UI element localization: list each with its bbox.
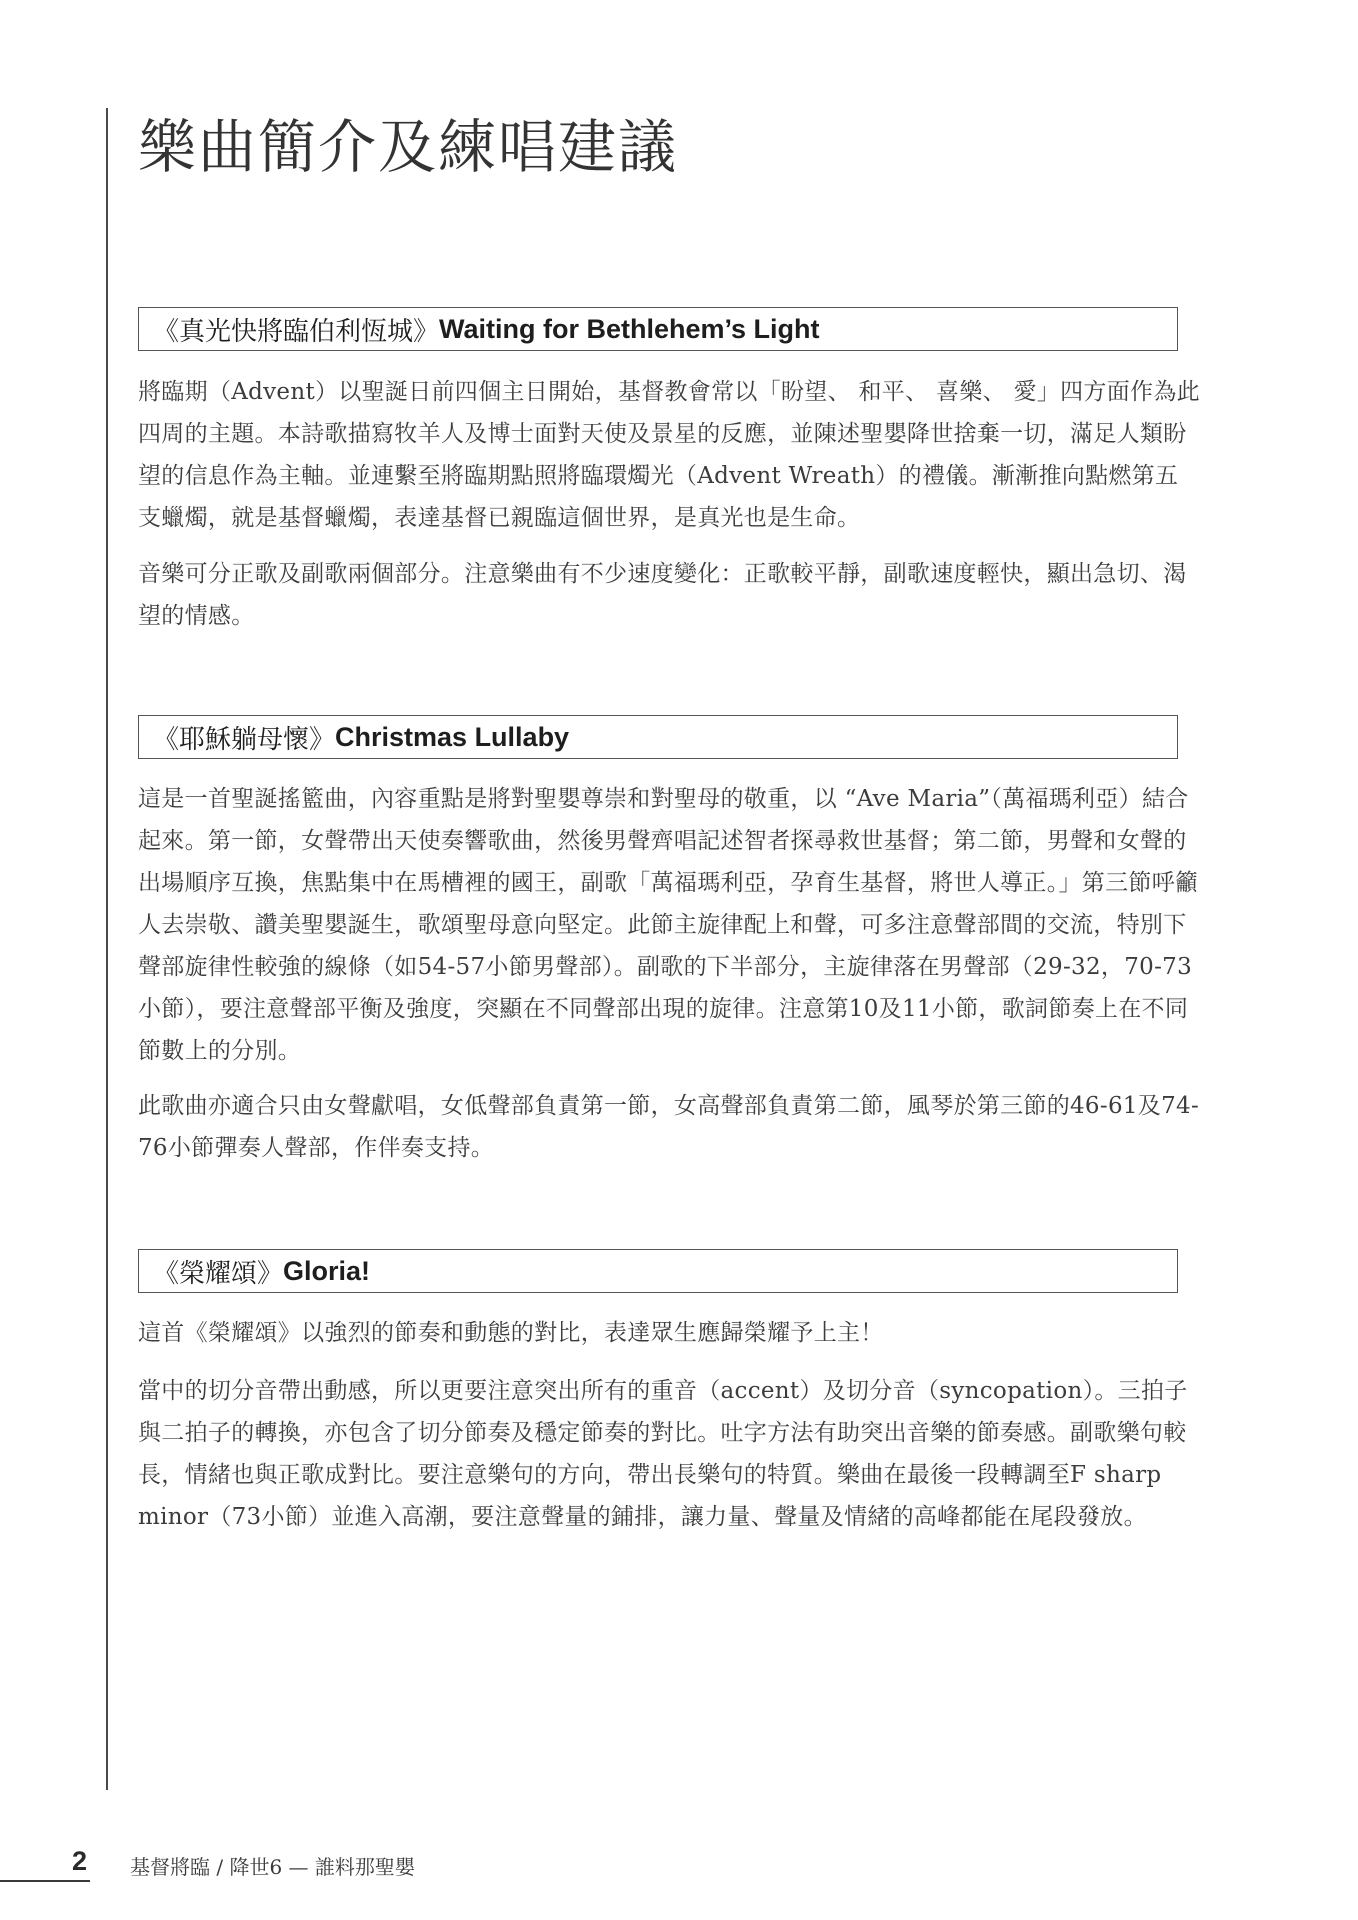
section-title-english: Gloria! [283,1255,371,1286]
paragraph: 此歌曲亦適合只由女聲獻唱，女低聲部負責第一節，女高聲部負責第二節，風琴於第三節的46-61及74-76小節彈奏人聲部，作伴奏支持。 [138,1093,1200,1161]
paragraph: 這是一首聖誕搖籃曲，內容重點是將對聖嬰尊崇和對聖母的敬重，以 “Ave Maria”（萬福瑪利亞）結合起來。第一節，女聲帶出天使奏響歌曲，然後男聲齊唱記述智者探尋救世基督；第二節，男聲和女聲的出場順序互換，焦點集中在馬槽裡的國王，副歌「萬福瑪利亞，孕育生基督，將世人導正。」第三節呼籲人去崇敬、讚美聖嬰誕生，歌頌聖母意向堅定。此節主旋律配上和聲，可多注意聲部間的交流，特別下聲部旋律性較強的線條（如54-57小節男聲部）。副歌的下半部分，主旋律落在男聲部（29-32，70-73小節），要注意聲部平衡及強度，突顯在不同聲部出現的旋律。注意第10及11小節，歌詞節奏上在不同節數上的分別。 [138,786,1199,1064]
section-title-english: Christmas Lullaby [335,721,570,752]
paragraph: 這首《榮耀頌》以強烈的節奏和動態的對比，表達眾生應歸榮耀予上主！ [138,1320,884,1346]
section-title-chinese: 《耶穌躺母懷》 [153,724,336,755]
section-heading-christmas-lullaby [138,715,1178,759]
footer-rule [0,1880,90,1882]
section-heading-waiting-for-bethlehems-light [138,307,1178,351]
page-number: 2 [72,1846,88,1876]
section-title-chinese: 《真光快將臨伯利恆城》 [153,316,440,347]
paragraph: 音樂可分正歌及副歌兩個部分。注意樂曲有不少速度變化：正歌較平靜，副歌速度輕快，顯出急切、渴望的情感。 [138,561,1187,629]
section-title-english: Waiting for Bethlehem’s Light [439,313,820,344]
paragraph: 當中的切分音帶出動感，所以更要注意突出所有的重音（accent）及切分音（syncopation）。三拍子與二拍子的轉換，亦包含了切分節奏及穩定節奏的對比。吐字方法有助突出音樂的節奏感。副歌樂句較長，情緒也與正歌成對比。要注意樂句的方向，帶出長樂句的特質。樂曲在最後一段轉調至F sharp minor（73小節）並進入高潮，要注意聲量的鋪排，讓力量、聲量及情緒的高峰都能在尾段發放。 [138,1378,1188,1530]
left-margin-rule [106,108,108,1790]
running-footer: 基督將臨 / 降世6 — 誰料那聖嬰 [130,1855,415,1879]
section-title-chinese: 《榮耀頌》 [153,1258,284,1289]
page-title: 樂曲簡介及練唱建議 [138,113,679,181]
section-heading-gloria [138,1249,1178,1293]
paragraph: 將臨期（Advent）以聖誕日前四個主日開始，基督教會常以「盼望、 和平、 喜樂、 愛」四方面作為此四周的主題。本詩歌描寫牧羊人及博士面對天使及景星的反應，並陳述聖嬰降世捨棄一切，滿足人類盼望的信息作為主軸。並連繫至將臨期點照將臨環燭光（Advent Wreath）的禮儀。漸漸推向點燃第五支蠟燭，就是基督蠟燭，表達基督已親臨這個世界，是真光也是生命。 [138,379,1200,531]
